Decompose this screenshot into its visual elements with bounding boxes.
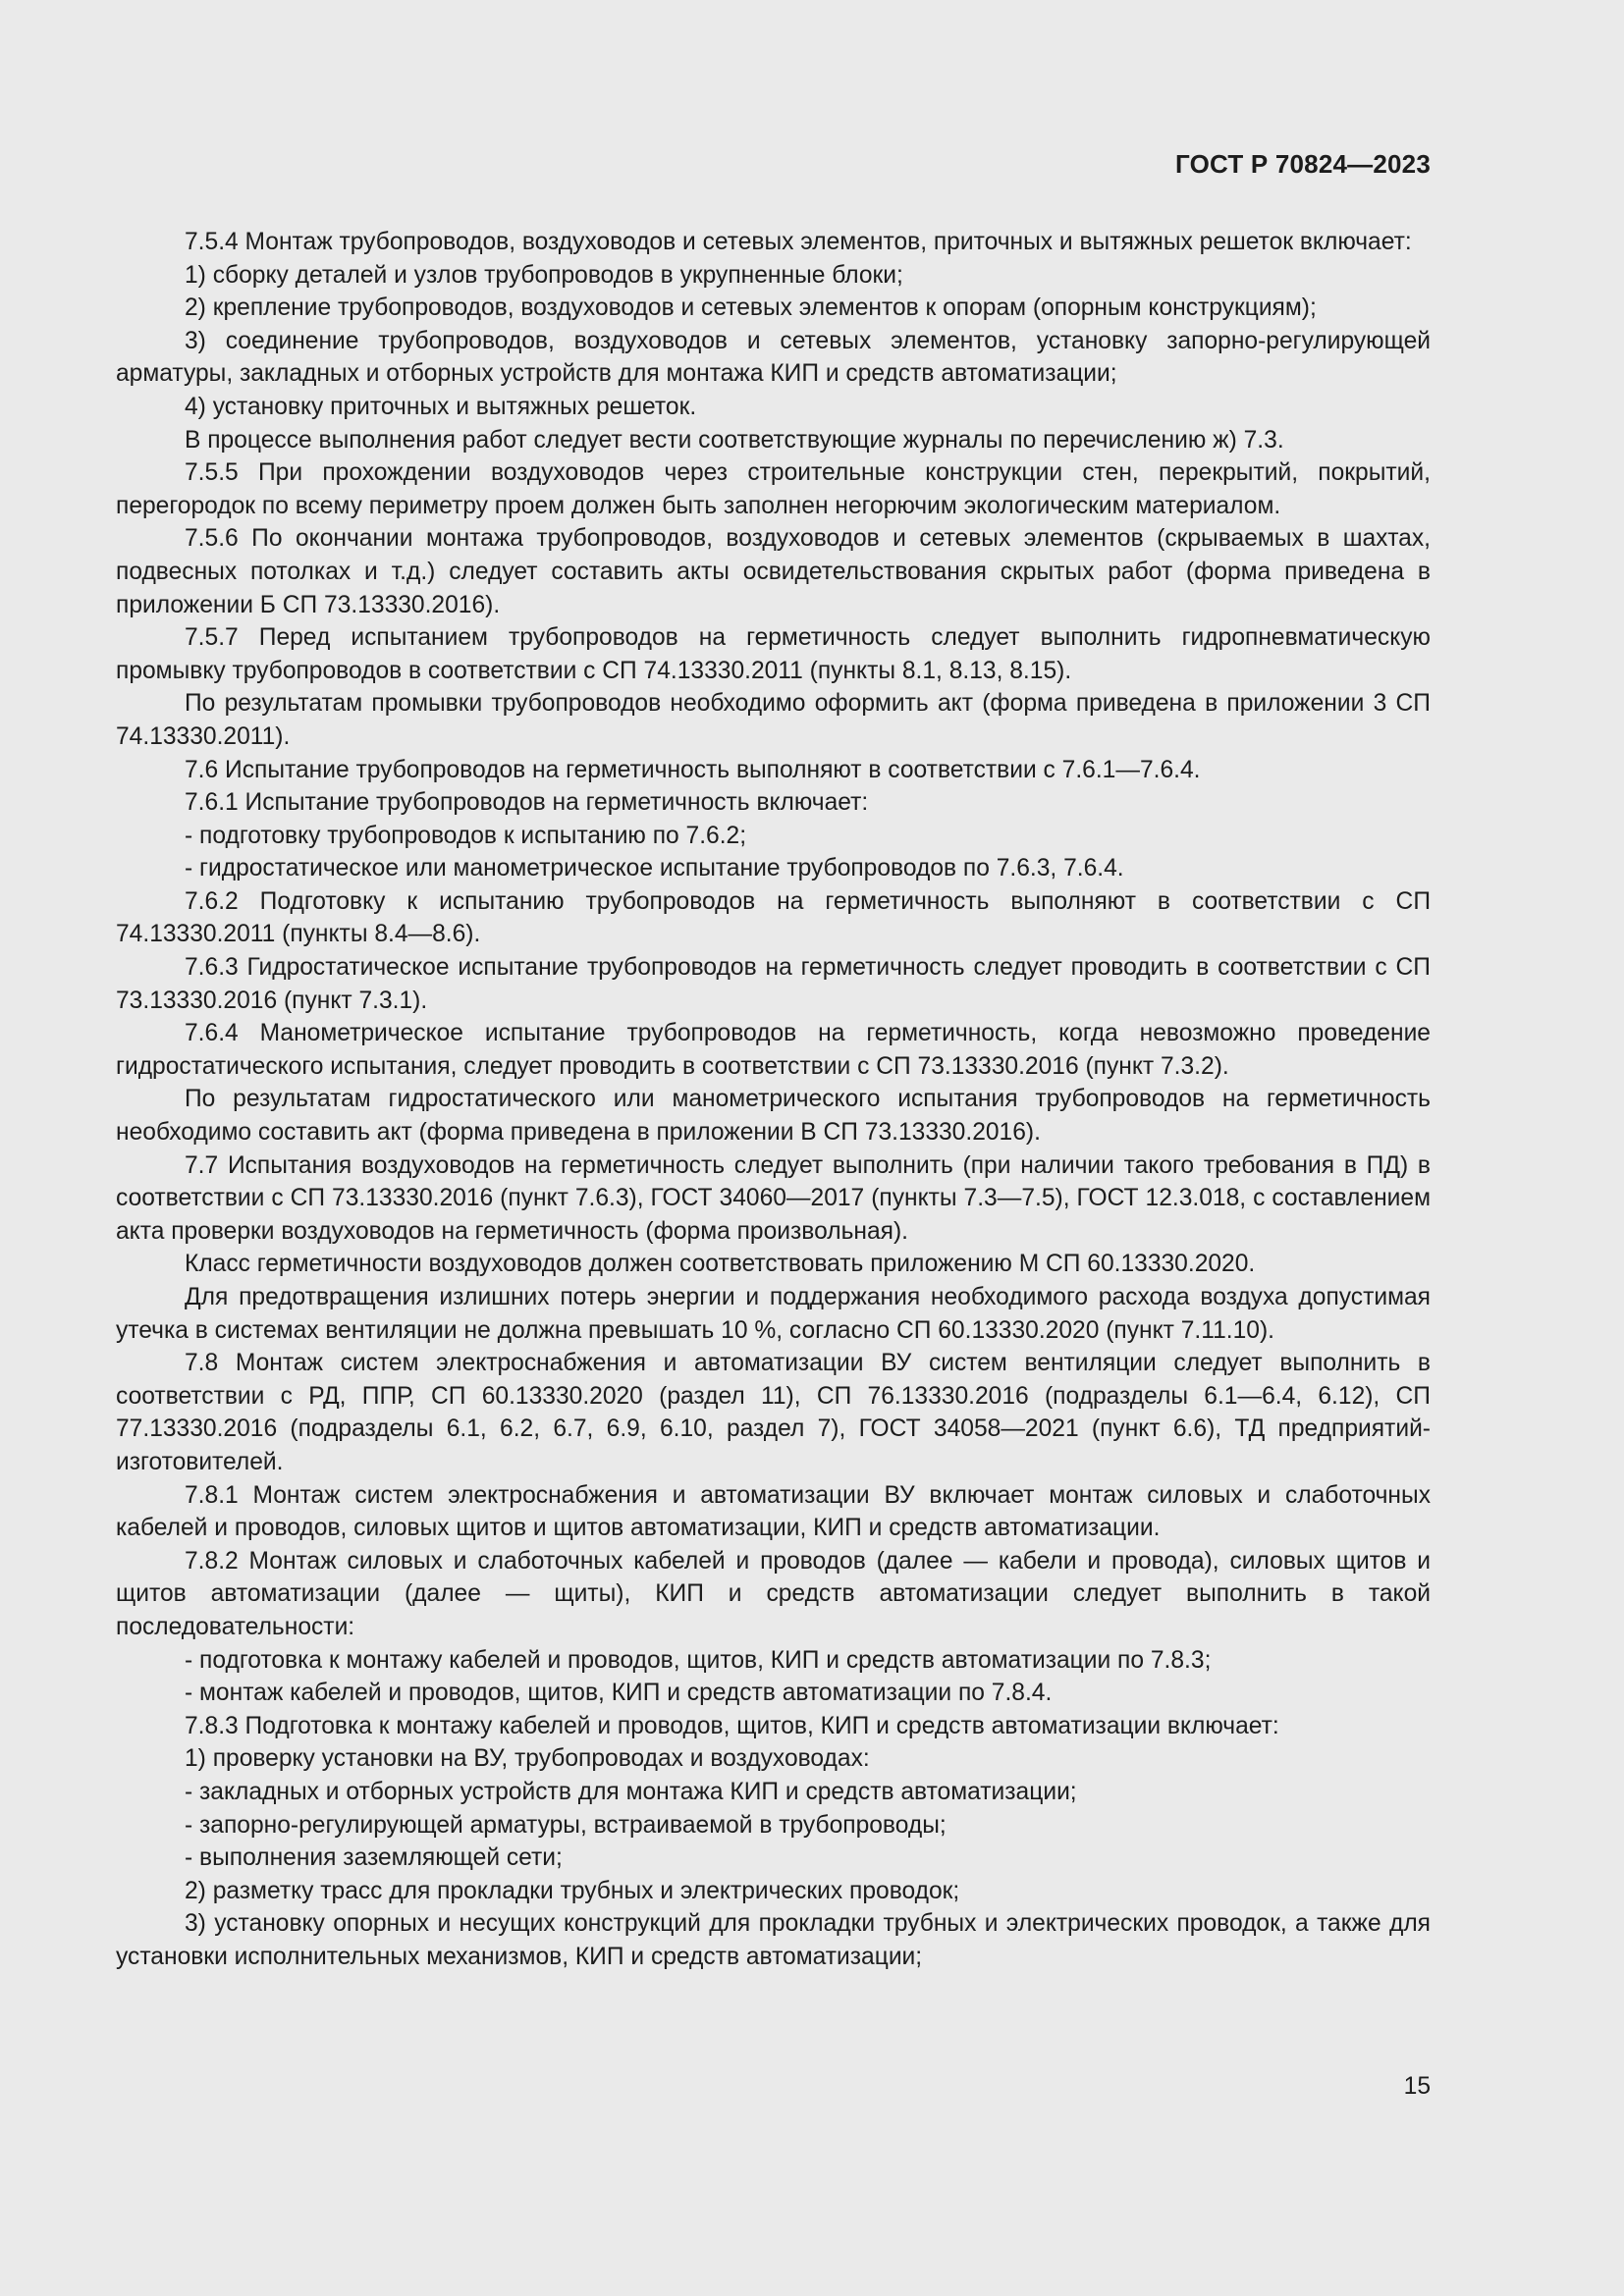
paragraph: 2) крепление трубопроводов, воздуховодов и сетевых элементов к опорам (опорным конструкциям);	[185, 294, 1317, 322]
paragraph: - запорно-регулирующей арматуры, встраиваемой в трубопроводы;	[185, 1811, 947, 1839]
paragraph: 7.6 Испытание трубопроводов на герметичность выполняют в соответствии с 7.6.1—7.6.4.	[185, 756, 1201, 783]
paragraph: 7.8.3 Подготовка к монтажу кабелей и проводов, щитов, КИП и средств автоматизации включает:	[185, 1712, 1279, 1739]
paragraph: 4) установку приточных и вытяжных решеток.	[185, 393, 697, 420]
paragraph: 7.6.4 Манометрическое испытание трубопроводов на герметичность, когда невозможно проведение гидростатического испытания, следует проводить в соответствии с СП 73.13330.2016 (пункт 7.3.2).	[116, 1020, 1431, 1080]
paragraph: - подготовка к монтажу кабелей и проводов, щитов, КИП и средств автоматизации по 7.8.3;	[185, 1646, 1212, 1674]
document-body	[116, 226, 1431, 1973]
paragraph: 7.5.6 По окончании монтажа трубопроводов, воздуховодов и сетевых элементов (скрываемых в шахтах, подвесных потолках и т.д.) следует составить акты освидетельствования скрытых работ (форма приведена в приложении Б СП 73.13330.2016).	[116, 525, 1431, 618]
paragraph: 2) разметку трасс для прокладки трубных и электрических проводок;	[185, 1877, 960, 1904]
page-number: 15	[1403, 2073, 1431, 2100]
paragraph: 7.8 Монтаж систем электроснабжения и автоматизации ВУ систем вентиляции следует выполнить в соответствии с РД, ППР, СП 60.13330.2020 (раздел 11), СП 76.13330.2016 (подразделы 6.1—6.4, 6.12), СП 77.13330.2016 (подразделы 6.1, 6.2, 6.7, 6.9, 6.10, раздел 7), ГОСТ 34058—2021 (пункт 6.6), ТД предприятий-изготовителей.	[116, 1350, 1431, 1475]
paragraph: Для предотвращения излишних потерь энергии и поддержания необходимого расхода воздуха допустимая утечка в системах вентиляции не должна превышать 10 %, согласно СП 60.13330.2020 (пункт 7.11.10).	[116, 1284, 1431, 1344]
paragraph: 7.6.2 Подготовку к испытанию трубопроводов на герметичность выполняют в соответствии с СП 74.13330.2011 (пункты 8.4—8.6).	[116, 887, 1431, 948]
paragraph: - гидростатическое или манометрическое испытание трубопроводов по 7.6.3, 7.6.4.	[185, 855, 1124, 882]
paragraph: 3) соединение трубопроводов, воздуховодов и сетевых элементов, установку запорно-регулирующей арматуры, закладных и отборных устройств для монтажа КИП и средств автоматизации;	[116, 327, 1431, 388]
paragraph: 7.7 Испытания воздуховодов на герметичность следует выполнить (при наличии такого требования в ПД) в соответствии с СП 73.13330.2016 (пункт 7.6.3), ГОСТ 34060—2017 (пункты 7.3—7.5), ГОСТ 12.3.018, с составлением акта проверки воздуховодов на герметичность (форма произвольная).	[116, 1151, 1431, 1245]
document-code-header: ГОСТ Р 70824—2023	[1175, 149, 1431, 179]
paragraph: Класс герметичности воздуховодов должен соответствовать приложению М СП 60.13330.2020.	[185, 1251, 1256, 1278]
paragraph: 7.5.7 Перед испытанием трубопроводов на герметичность следует выполнить гидропневматическую промывку трубопроводов в соответствии с СП 74.13330.2011 (пункты 8.1, 8.13, 8.15).	[116, 624, 1431, 684]
paragraph: - выполнения заземляющей сети;	[185, 1844, 563, 1872]
paragraph: 7.6.3 Гидростатическое испытание трубопроводов на герметичность следует проводить в соответствии с СП 73.13330.2016 (пункт 7.3.1).	[116, 954, 1431, 1014]
paragraph: 1) сборку деталей и узлов трубопроводов в укрупненные блоки;	[185, 261, 903, 289]
paragraph: В процессе выполнения работ следует вести соответствующие журналы по перечислению ж) 7.3.	[185, 426, 1284, 454]
paragraph: По результатам гидростатического или манометрического испытания трубопроводов на герметичность необходимо составить акт (форма приведена в приложении В СП 73.13330.2016).	[116, 1086, 1431, 1147]
paragraph: 3) установку опорных и несущих конструкций для прокладки трубных и электрических проводок, а также для установки исполнительных механизмов, КИП и средств автоматизации;	[116, 1910, 1431, 1970]
paragraph: По результатам промывки трубопроводов необходимо оформить акт (форма приведена в приложении 3 СП 74.13330.2011).	[116, 690, 1431, 750]
paragraph: 7.5.5 При прохождении воздуховодов через строительные конструкции стен, перекрытий, покрытий, перегородок по всему периметру проем должен быть заполнен негорючим экологическим материалом.	[116, 459, 1431, 519]
paragraph: 7.8.1 Монтаж систем электроснабжения и автоматизации ВУ включает монтаж силовых и слаботочных кабелей и проводов, силовых щитов и щитов автоматизации, КИП и средств автоматизации.	[116, 1481, 1431, 1542]
paragraph: 7.6.1 Испытание трубопроводов на герметичность включает:	[185, 789, 869, 817]
paragraph: 7.5.4 Монтаж трубопроводов, воздуховодов и сетевых элементов, приточных и вытяжных решеток включает:	[185, 229, 1412, 255]
paragraph: 7.8.2 Монтаж силовых и слаботочных кабелей и проводов (далее — кабели и провода), силовых щитов и щитов автоматизации (далее — щиты), КИП и средств автоматизации следует выполнить в такой последовательности:	[116, 1547, 1431, 1640]
paragraph: - монтаж кабелей и проводов, щитов, КИП и средств автоматизации по 7.8.4.	[185, 1680, 1053, 1707]
paragraph: - закладных и отборных устройств для монтажа КИП и средств автоматизации;	[185, 1778, 1077, 1805]
paragraph: - подготовку трубопроводов к испытанию по 7.6.2;	[185, 822, 747, 849]
paragraph: 1) проверку установки на ВУ, трубопроводах и воздуховодах:	[185, 1745, 870, 1773]
